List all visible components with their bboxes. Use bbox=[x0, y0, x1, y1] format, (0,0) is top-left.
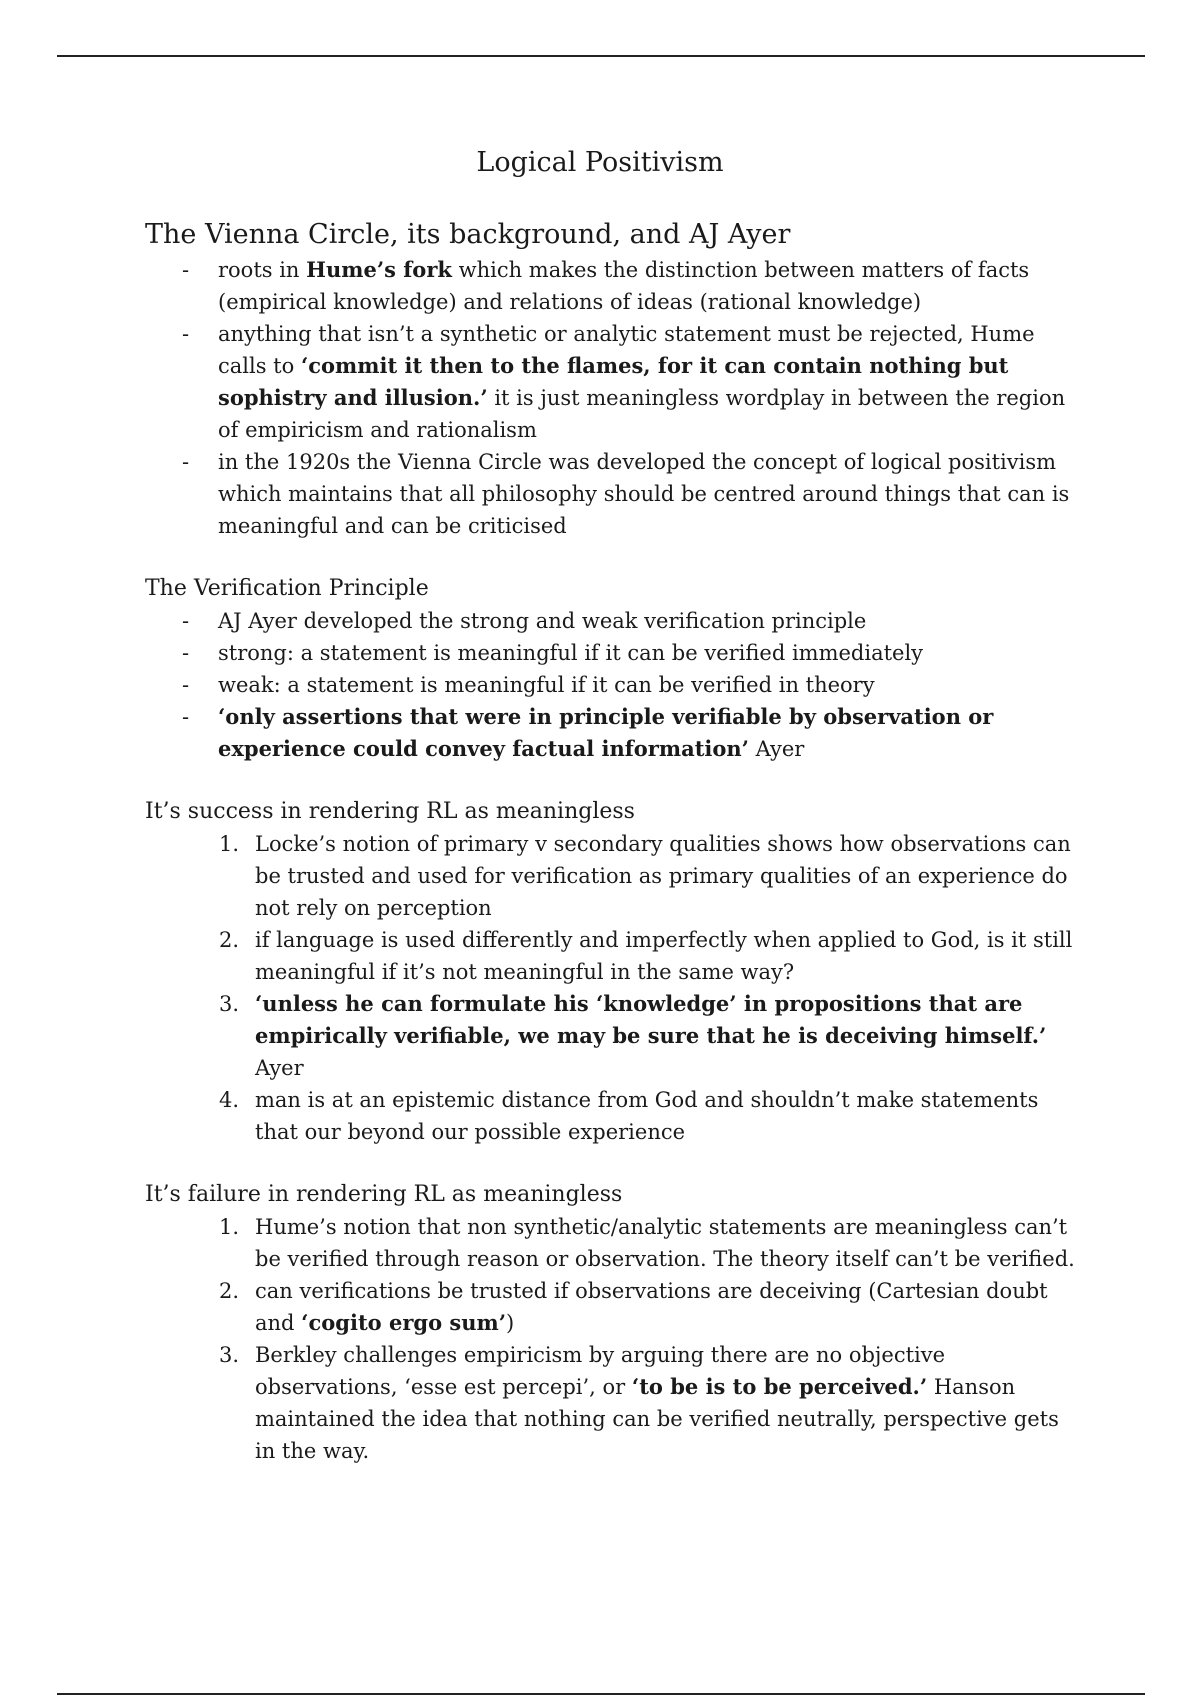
list-item: - AJ Ayer developed the strong and weak verification principle bbox=[218, 605, 1085, 637]
list-item: - weak: a statement is meaningful if it can be verified in theory bbox=[218, 669, 1085, 701]
page-title: Logical Positivism bbox=[476, 147, 724, 178]
top-rule bbox=[57, 55, 1145, 57]
bottom-rule bbox=[57, 1693, 1145, 1695]
failure-list bbox=[145, 1211, 1085, 1467]
section-heading-verification: The Verification Principle bbox=[145, 576, 429, 601]
list-item: - ‘only assertions that were in principle verifiable by observation or experience could convey factual information’ Ayer bbox=[218, 701, 1085, 765]
section-heading-vienna-circle: The Vienna Circle, its background, and AJ Ayer bbox=[145, 219, 791, 250]
list-item: 1. Hume’s notion that non synthetic/analytic statements are meaningless can’t be verified through reason or observation. The theory itself can’t be verified. bbox=[219, 1215, 1075, 1271]
vienna-circle-list bbox=[145, 254, 1085, 542]
list-item: - roots in Hume’s fork which makes the distinction between matters of facts (empirical knowledge) and relations of ideas (rational knowledge) bbox=[218, 254, 1085, 318]
list-item: 2. if language is used differently and imperfectly when applied to God, is it still meaningful if it’s not meaningful in the same way? bbox=[219, 928, 1073, 984]
verification-list bbox=[145, 605, 1085, 765]
list-item: 1. Locke’s notion of primary v secondary qualities shows how observations can be trusted and used for verification as primary qualities of an experience do not rely on perception bbox=[219, 832, 1071, 920]
list-item: 3. ‘unless he can formulate his ‘knowledge’ in propositions that are empirically verifiable, we may be sure that he is deceiving himself.’ Ayer bbox=[219, 991, 1047, 1080]
section-heading-success: It’s success in rendering RL as meaningless bbox=[145, 799, 635, 824]
list-item: - anything that isn’t a synthetic or analytic statement must be rejected, Hume calls to ‘commit it then to the flames, for it can contain nothing but sophistry and illusion.’ it is just meaningless wordplay in between the region of empiricism and rationalism bbox=[218, 318, 1085, 446]
list-item: 3. Berkley challenges empiricism by arguing there are no objective observations, ‘esse est percepi’, or ‘to be is to be perceived.’ Hanson maintained the idea that nothing can be verified neutrally, perspective gets in the way. bbox=[219, 1343, 1059, 1463]
list-item: - in the 1920s the Vienna Circle was developed the concept of logical positivism which maintains that all philosophy should be centred around things that can is meaningful and can be criticised bbox=[218, 446, 1085, 542]
success-list bbox=[145, 828, 1085, 1148]
list-item: 2. can verifications be trusted if observations are deceiving (Cartesian doubt and ‘cogito ergo sum’) bbox=[219, 1279, 1048, 1335]
section-heading-failure: It’s failure in rendering RL as meaningless bbox=[145, 1182, 623, 1207]
document-body bbox=[145, 218, 1085, 1467]
list-item: 4. man is at an epistemic distance from God and shouldn’t make statements that our beyond our possible experience bbox=[219, 1088, 1039, 1144]
list-item: - strong: a statement is meaningful if it can be verified immediately bbox=[218, 637, 1085, 669]
